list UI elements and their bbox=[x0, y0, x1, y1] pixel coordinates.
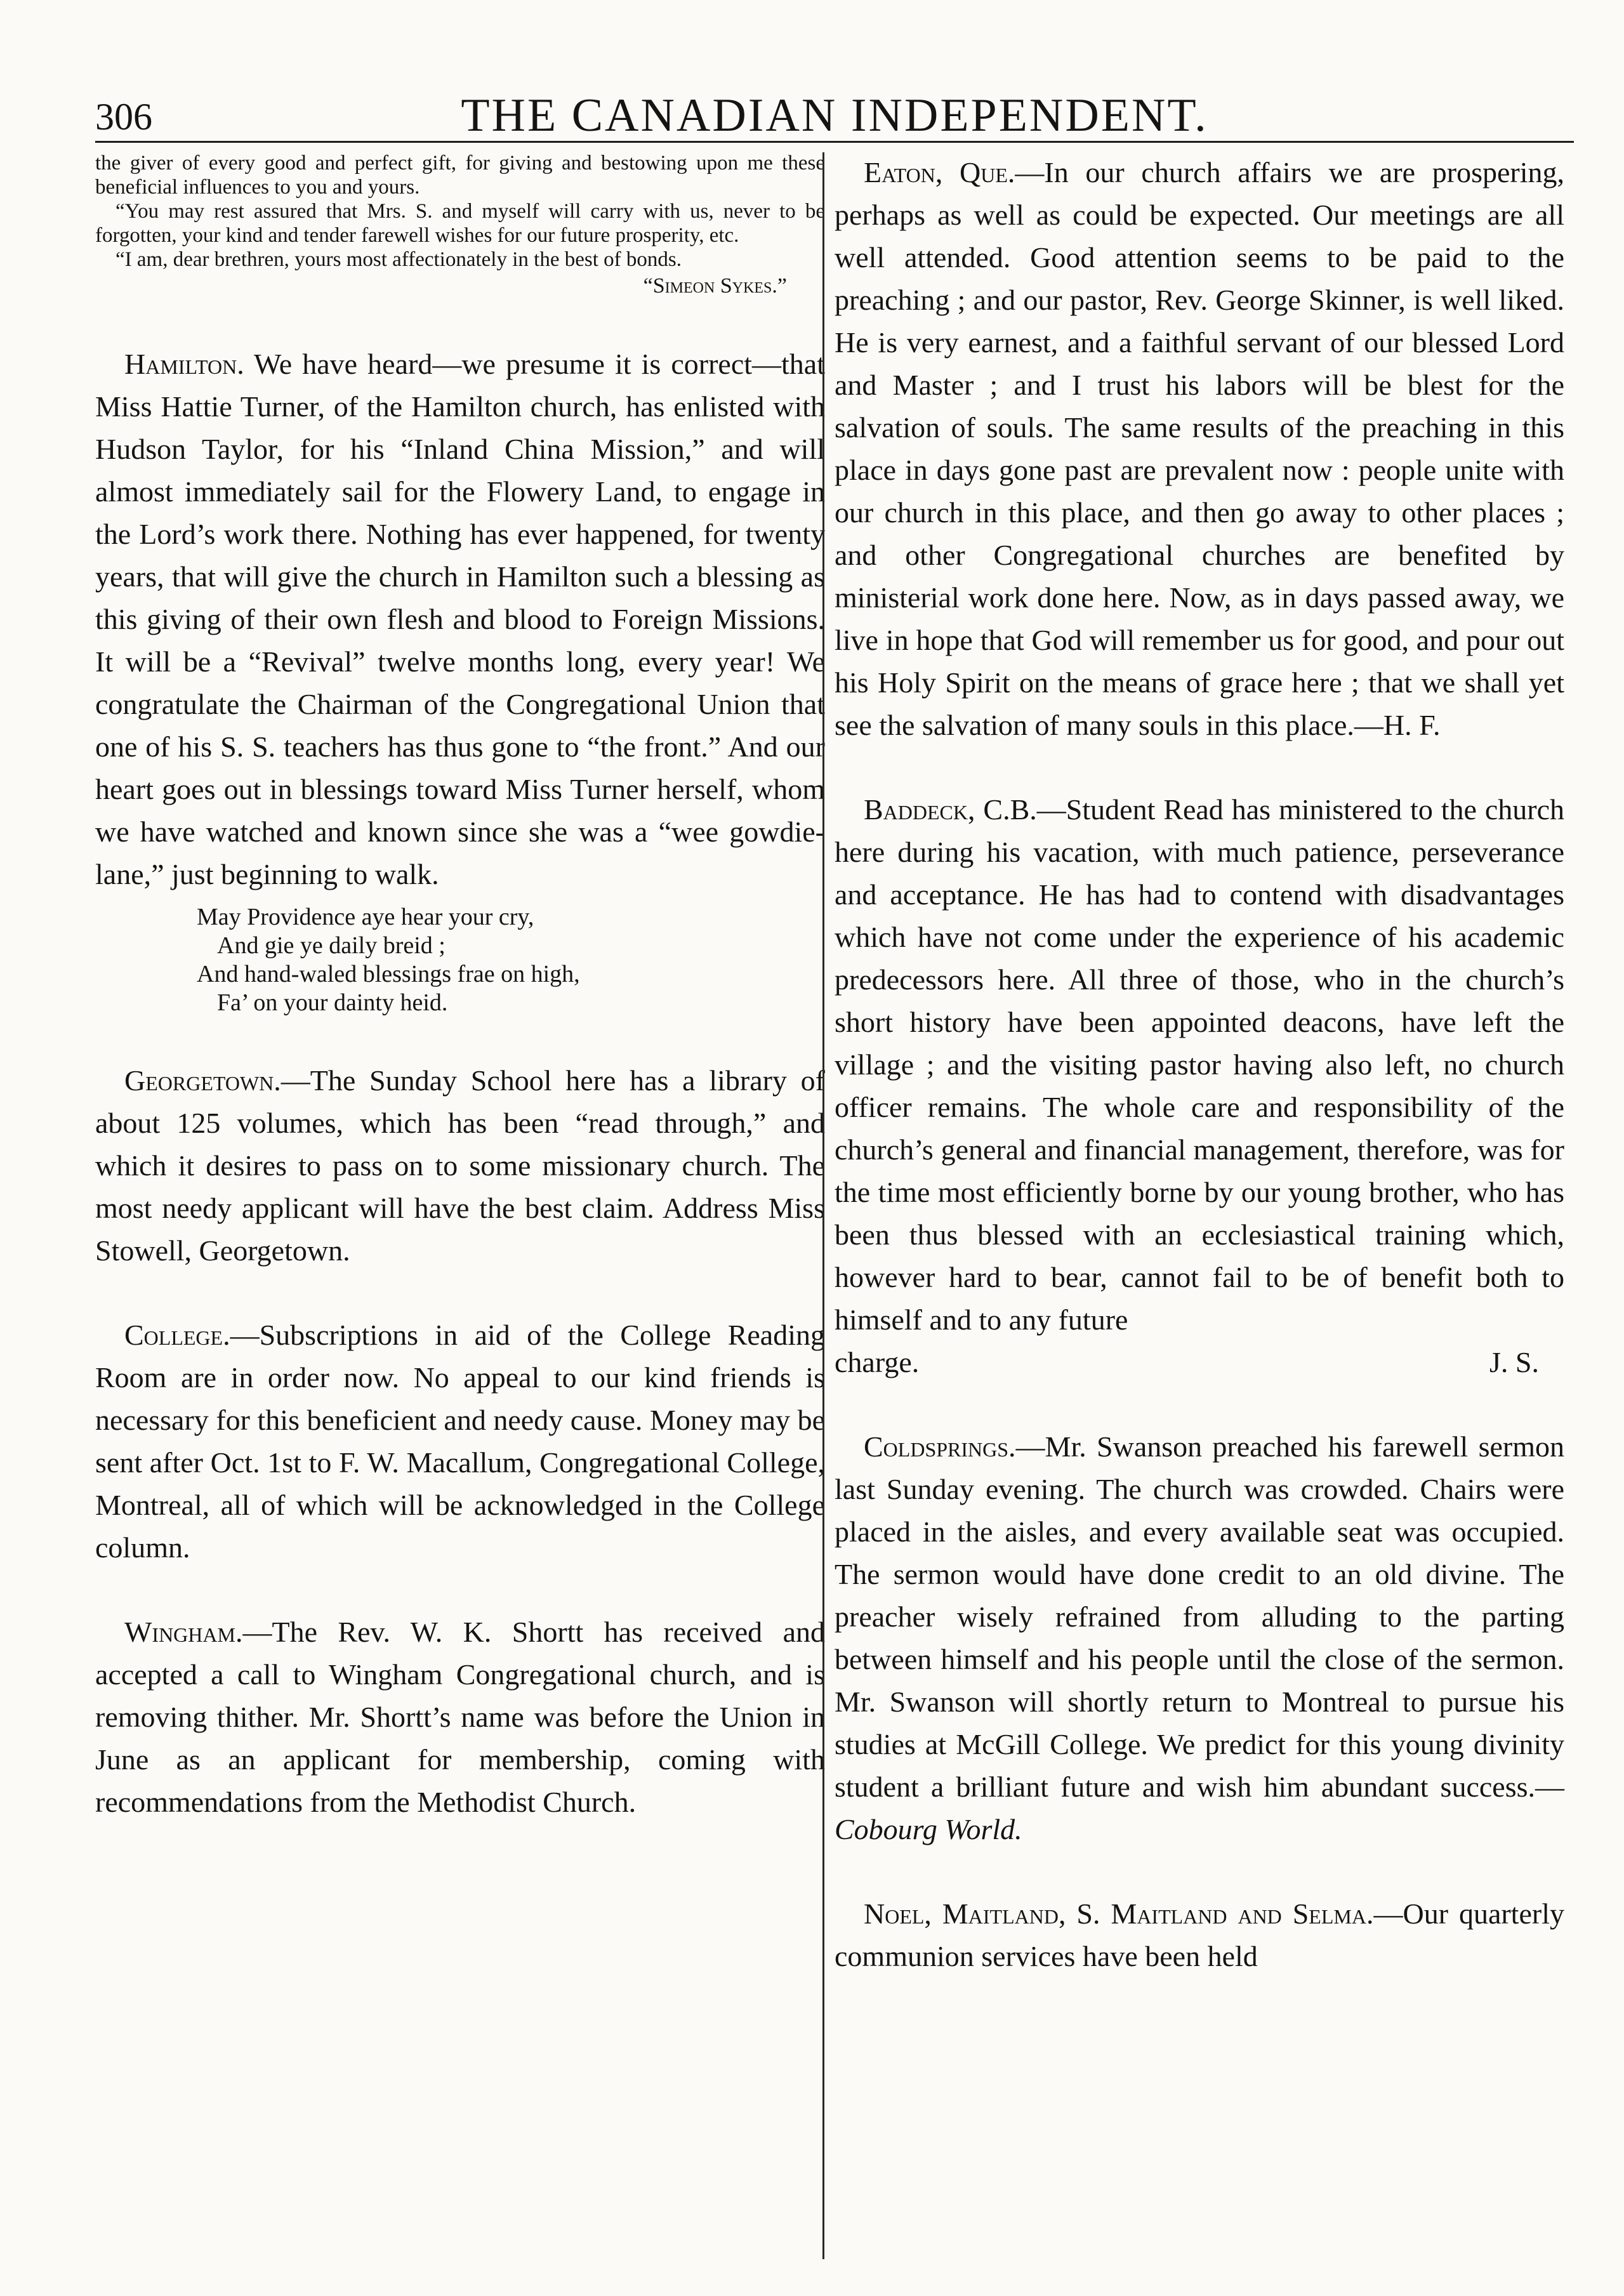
article-eaton bbox=[835, 151, 1564, 746]
article-signature: J. S. bbox=[1489, 1346, 1539, 1378]
article-heading: Georgetown. bbox=[124, 1064, 281, 1097]
verse-line: May Providence aye hear your cry, bbox=[197, 904, 534, 930]
right-column bbox=[835, 151, 1564, 1977]
article-hamilton bbox=[95, 343, 825, 895]
left-column bbox=[95, 151, 825, 1823]
column-divider bbox=[822, 152, 824, 2259]
article-coldsprings bbox=[835, 1425, 1564, 1851]
article-body: —The Rev. W. K. Shortt has received and accepted a call to Wingham Congregational church, and is removing thither. Mr. Shortt’s name was before the Union in June as an applicant for membership, coming with recommendations from the Methodist Church. bbox=[95, 1616, 825, 1818]
article-noel bbox=[835, 1892, 1564, 1977]
verse-line: And gie ye daily breid ; bbox=[217, 932, 446, 959]
article-baddeck bbox=[835, 788, 1564, 1341]
letter-signature: “Simeon Sykes.” bbox=[643, 274, 787, 298]
article-college bbox=[95, 1314, 825, 1569]
article-georgetown bbox=[95, 1059, 825, 1272]
article-heading: Wingham. bbox=[124, 1616, 243, 1648]
article-heading: College. bbox=[124, 1319, 230, 1351]
verse-line: And hand-waled blessings frae on high, bbox=[197, 961, 580, 987]
verse-line: Fa’ on your dainty heid. bbox=[217, 989, 448, 1016]
article-heading: Baddeck, C.B. bbox=[864, 793, 1037, 826]
running-title: THE CANADIAN INDEPENDENT. bbox=[461, 89, 1208, 142]
article-body: —Mr. Swanson preached his farewell sermon last Sunday evening. The church was crowded. Chairs were placed in the aisles, and every available seat was occupied. The sermon would have done credit to an old divine. The preacher wisely refrained from alluding to the parting between himself and his people until the close of the sermon. Mr. Swanson will shortly return to Montreal to pursue his studies at McGill College. We predict for this young divinity student a brilliant future and wish him abundant success.— bbox=[835, 1430, 1564, 1803]
article-body: —The Sunday School here has a library of about 125 volumes, which has been “read through,” and which it desires to pass on to some missionary church. The most needy applicant will have the best claim. Address Miss Stowell, Georgetown. bbox=[95, 1064, 825, 1267]
header-rule bbox=[95, 141, 1574, 143]
article-body: —Subscriptions in aid of the College Reading Room are in order now. No appeal to our kind friends is necessary for this beneficient and needy cause. Money may be sent after Oct. 1st to F. W. Macallum, Congregational College, Montreal, all of which will be acknowledged in the College column. bbox=[95, 1319, 825, 1564]
baddeck-sign-row bbox=[835, 1341, 1564, 1383]
article-body: —In our church affairs we are prospering, perhaps as well as could be expected. Our meetings are all well attended. Good attention seems to be paid to the preaching ; and our pastor, Rev. George Skinner, is well liked. He is very earnest, and a faithful servant of our blessed Lord and Master ; and I trust his labors will be blest for the salvation of souls. The same results of the preaching in this place in days gone past are prevalent now : people unite with our church in this place, and then go away to other places ; and other Congregational churches are benefited by ministerial work done here. Now, as in days passed away, we live in hope that God will remember us for good, and pour out his Holy Spirit on the means of grace here ; that we shall yet see the salvation of many souls in this place.—H. F. bbox=[835, 156, 1564, 741]
article-body: We have heard—we presume it is correct—that Miss Hattie Turner, of the Hamilton church, has enlisted with Hudson Taylor, for his “Inland China Mission,” and will almost immediately sail for the Flowery Land, to engage in the Lord’s work there. Nothing has ever happened, for twenty years, that will give the church in Hamilton such a blessing as this giving of their own flesh and blood to Foreign Missions. It will be a “Revival” twelve months long, every year! We congratulate the Chairman of the Congregational Union that one of his S. S. teachers has thus gone to “the front.” And our heart goes out in blessings toward Miss Turner herself, whom we have watched and known since she was a “wee gowdie-lane,” just beginning to walk. bbox=[95, 348, 826, 890]
letter-excerpt bbox=[95, 151, 825, 298]
page-number: 306 bbox=[95, 96, 152, 138]
letter-paragraph: “You may rest assured that Mrs. S. and myself will carry with us, never to be forgotten, your kind and tender farewell wishes for our future prosperity, etc. bbox=[95, 200, 825, 247]
article-body: —Student Read has ministered to the church here during his vacation, with much patience, perseverance and acceptance. He has had to contend with disadvantages which have not come under the experience of his academic predecessors here. All three of those, who in the church’s short history have been appointed deacons, have left the village ; and the visiting pastor having also left, no church officer remains. The whole care and responsibility of the church’s general and financial management, therefore, was for the time most efficiently borne by our young brother, who has been thus blessed with an ecclesiastical training which, however hard to bear, cannot fail to be of benefit both to himself and to any future bbox=[835, 793, 1565, 1336]
article-body: —Our quarterly communion services have been held bbox=[835, 1897, 1564, 1972]
letter-paragraph: “I am, dear brethren, yours most affectionately in the best of bonds. bbox=[116, 248, 682, 271]
article-heading: Hamilton. bbox=[124, 348, 244, 380]
article-last-word: charge. bbox=[835, 1346, 920, 1378]
verse bbox=[197, 903, 825, 1017]
article-wingham bbox=[95, 1611, 825, 1823]
article-heading: Noel, Maitland, S. Maitland and Selma. bbox=[864, 1897, 1374, 1930]
letter-paragraph: the giver of every good and perfect gift, for giving and bestowing upon me these beneficial influences to you and yours. bbox=[95, 152, 825, 199]
page-header bbox=[95, 89, 1574, 159]
article-heading: Eaton, Que. bbox=[864, 156, 1015, 188]
article-heading: Coldsprings. bbox=[864, 1430, 1016, 1463]
article-source: Cobourg World. bbox=[835, 1813, 1022, 1845]
